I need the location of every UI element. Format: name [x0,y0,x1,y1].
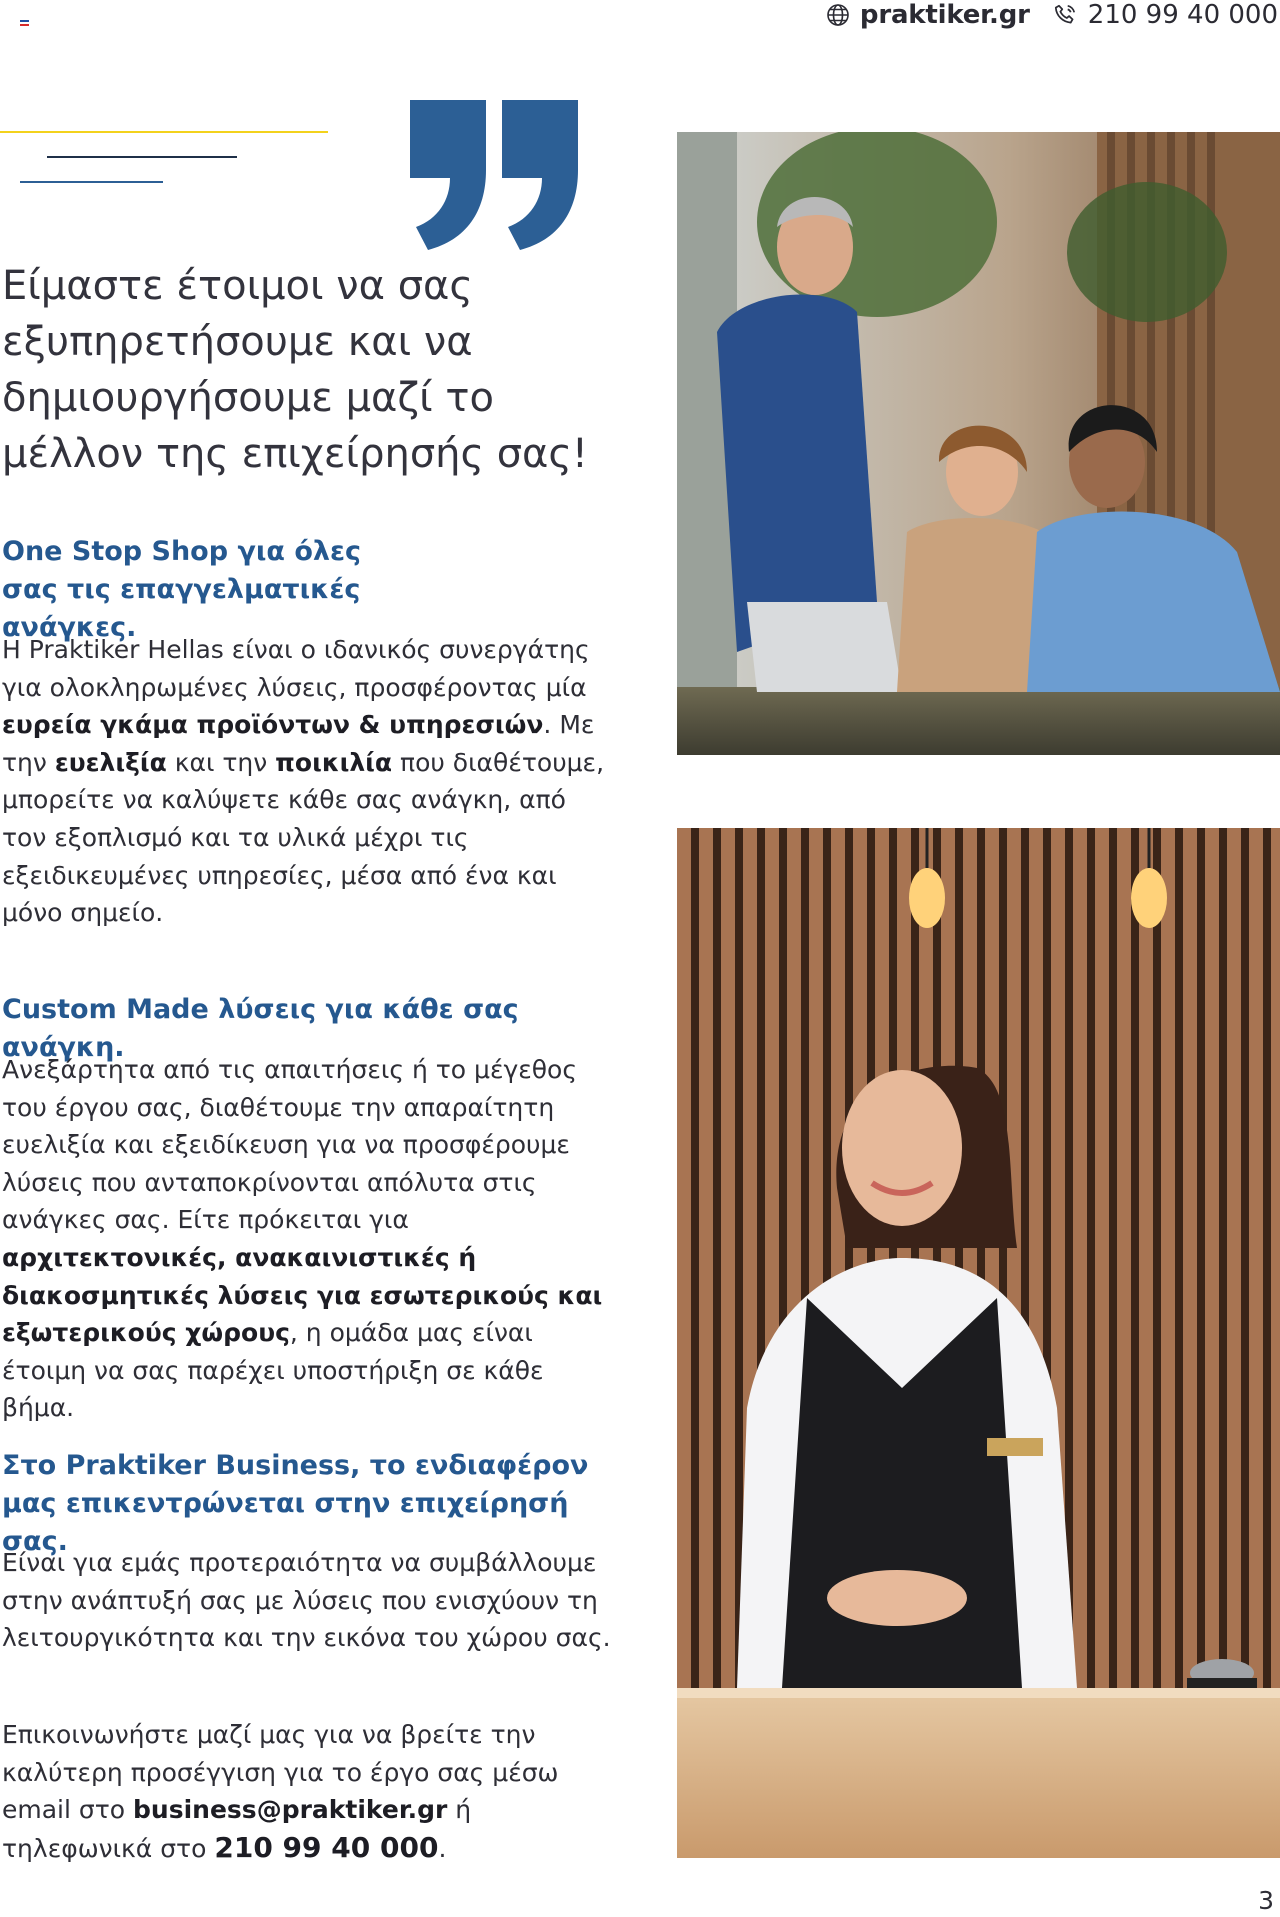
section-title-one-stop: One Stop Shop για όλες σας τις επαγγελματικές ανάγκες. [2,536,361,643]
emphasis-text: αρχιτεκτονικές, ανακαινιστικές ή διακοσμητικές λύσεις για εσωτερικούς και εξωτερικούς χώρους [2,1242,603,1348]
phone-text: 210 99 40 000 [1087,0,1278,30]
header-contact-bar [826,0,1280,30]
text-run: . [438,1833,447,1863]
accent-rule-blue [20,181,163,183]
phone-icon [1052,2,1078,28]
text-run: , η ομάδα μας είναι έτοιμη να σας παρέχει υποστήριξη σε κάθε βήμα. [2,1318,544,1423]
text-run: Επικοινωνήστε μαζί μας για να βρείτε την καλύτερη προσέγγιση για το έργο σας μέσω email στο [2,1720,559,1825]
section-text-business: Είναι για εμάς προτεραιότητα να συμβάλλουμε στην ανάπτυξή σας με λύσεις που ενισχύουν τη λειτουργικότητα και την εικόνα του χώρου σας. [2,1548,611,1653]
text-run: Ανεξάρτητα από τις απαιτήσεις ή το μέγεθος του έργου σας, διαθέτουμε την απαραίτητη ευελιξία και εξειδίκευση για να προσφέρουμε λύσεις που ανταποκρίνονται απόλυτα στις ανάγκες σας. Είτε πρόκειται για [2,1055,578,1235]
accent-rule-yellow [0,131,328,133]
section-text-one-stop [2,631,612,932]
phone-link[interactable] [1052,0,1278,30]
text-run: . Με την [2,710,595,777]
page-number: 3 [1258,1886,1274,1915]
text-run: και την [166,747,276,777]
section-title-business: Στο Praktiker Business, το ενδιαφέρον μας επικεντρώνεται στην επιχείρησή σας. [2,1450,589,1557]
emphasis-text: ευρεία γκάμα προϊόντων & υπηρεσιών [2,710,544,740]
contact-phone-link[interactable]: 210 99 40 000 [214,1830,439,1864]
text-run: που διαθέτουμε, μπορείτε να καλύψετε κάθε σας ανάγκη, από τον εξοπλισμό και τα υλικά μέχρι τις εξειδικευμένες υπηρεσίες, μέσα από ένα και μόνο σημείο. [2,747,605,928]
contact-text [2,1716,612,1867]
closing-quote-icon [410,100,590,250]
emphasis-text: ποικιλία [275,747,393,777]
page-headline: Είμαστε έτοιμοι να σας εξυπηρετήσουμε και να δημιουργήσουμε μαζί το μέλλον της επιχείρησής σας! [2,263,588,477]
business-meeting-photo [677,132,1280,755]
globe-icon [826,3,850,27]
emphasis-text: ευελιξία [54,747,167,777]
section-title-custom: Custom Made λύσεις για κάθε σας ανάγκη. [2,994,519,1063]
contact-email-link[interactable]: business@praktiker.gr [133,1795,448,1825]
language-flag-icon[interactable] [20,20,29,26]
text-run: ή τηλεφωνικά στο [2,1795,472,1863]
website-text: praktiker.gr [859,0,1030,30]
section-text-custom [2,1051,612,1427]
receptionist-photo [677,828,1280,1858]
text-run: Η Praktiker Hellas είναι ο ιδανικός συνεργάτης για ολοκληρωμένες λύσεις, προσφέροντας μία [2,635,590,702]
website-link[interactable] [826,0,1030,30]
accent-rule-dark [47,156,237,158]
